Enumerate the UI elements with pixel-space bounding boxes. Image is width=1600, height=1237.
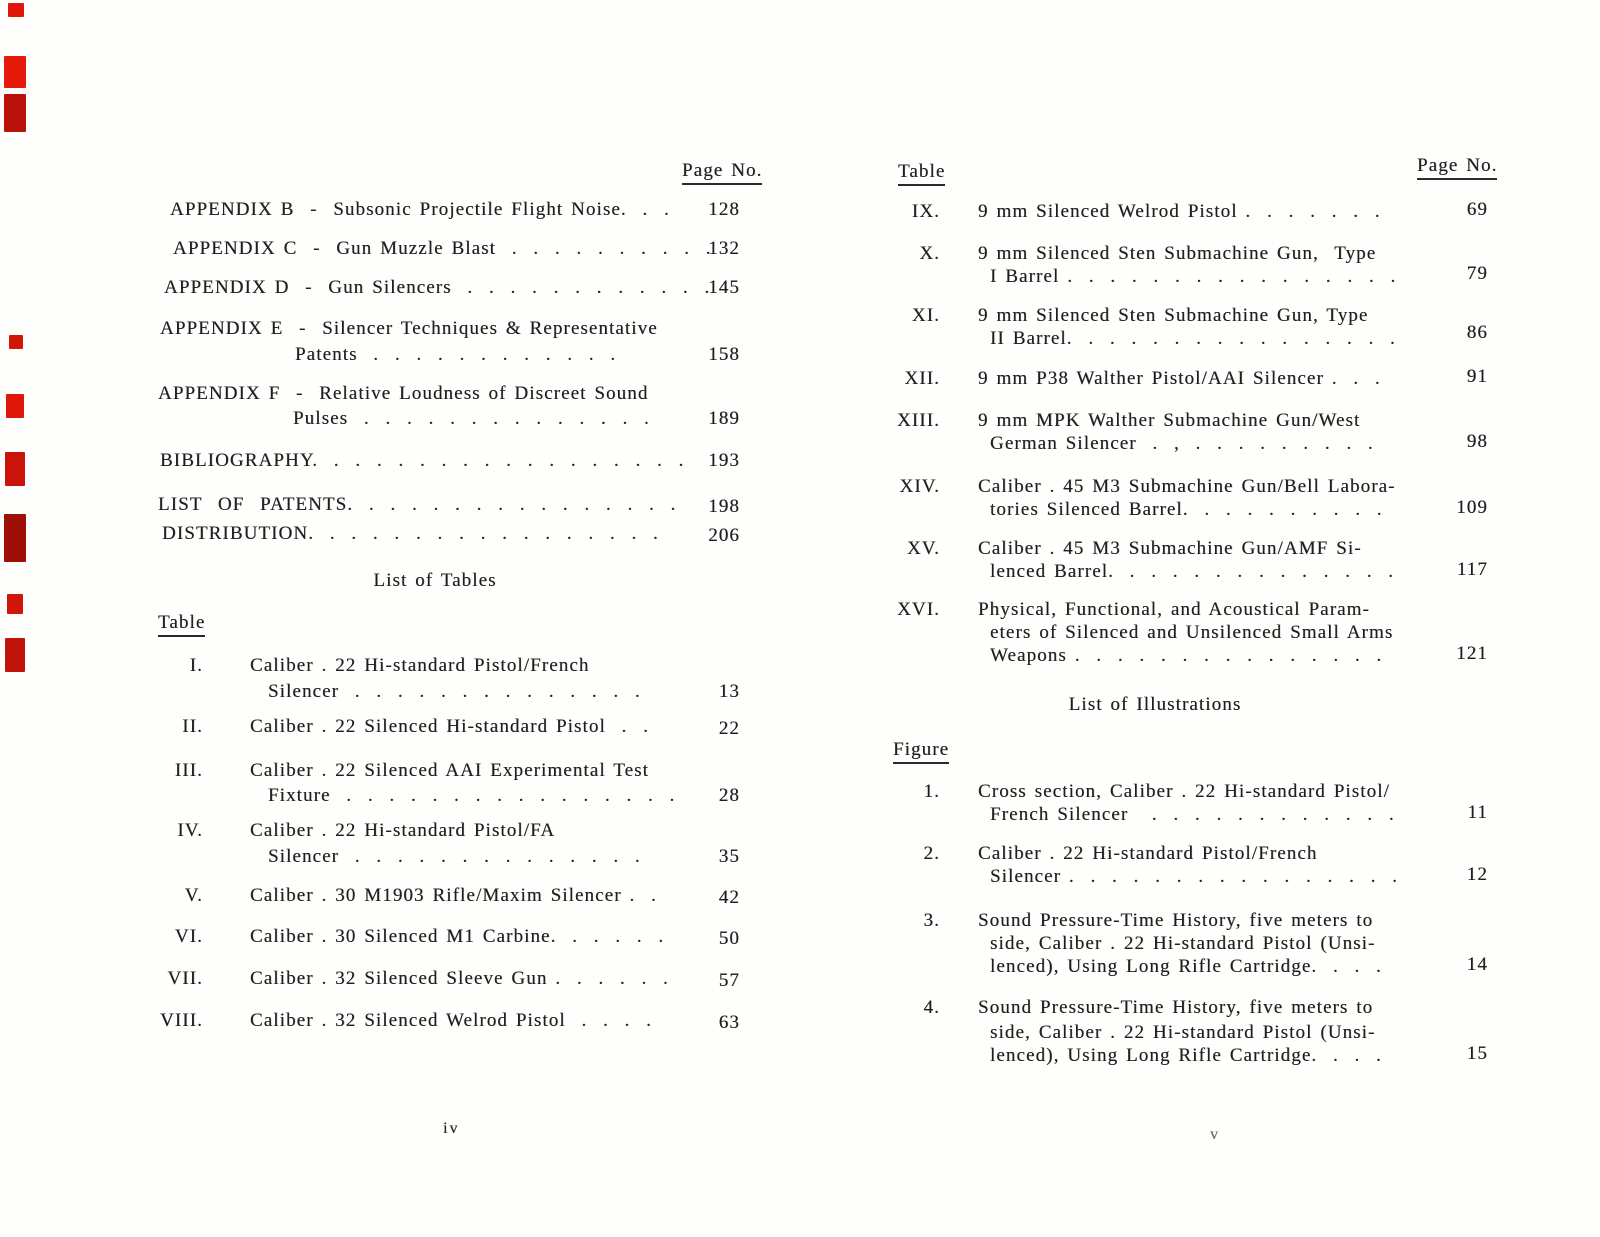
table-label: Table	[898, 161, 945, 186]
page-number: 79	[1466, 263, 1488, 284]
figure-column-header	[893, 739, 949, 761]
figure-number: 2.	[923, 843, 940, 864]
page-number: 57	[718, 970, 740, 991]
page-number: 28	[718, 785, 740, 806]
table-number: VIII.	[160, 1010, 203, 1031]
table-entry-line: I Barrel . . . . . . . . . . . . . . . .	[990, 266, 1397, 287]
table-column-header-left	[158, 612, 205, 634]
page-number: 14	[1466, 954, 1488, 975]
figure-number: 4.	[923, 997, 940, 1018]
toc-entry-appendix-f-line2: Pulses . . . . . . . . . . . . . .	[293, 408, 650, 429]
table-column-header-right	[898, 161, 945, 183]
figure-entry-line: Silencer . . . . . . . . . . . . . . . .	[990, 866, 1399, 887]
table-number: VI.	[174, 926, 203, 947]
page-number: 132	[708, 238, 740, 259]
page-number: 158	[708, 344, 740, 365]
figure-entry-line: Caliber . 22 Hi-standard Pistol/French	[978, 843, 1318, 864]
page-number: 206	[708, 525, 740, 546]
table-number: V.	[184, 885, 203, 906]
toc-entry-distribution: DISTRIBUTION. . . . . . . . . . . . . . . . .	[162, 523, 659, 544]
page-number: 91	[1466, 366, 1488, 387]
list-of-illustrations-title: List of Illustrations	[1068, 694, 1242, 715]
table-number: XIV.	[899, 476, 940, 497]
scan-edge-mark	[8, 3, 24, 17]
table-entry-line: lenced Barrel. . . . . . . . . . . . . .	[990, 561, 1395, 582]
page-number: 35	[718, 846, 740, 867]
toc-entry-appendix-f: APPENDIX F - Relative Loudness of Discreet Sound	[158, 383, 649, 404]
figure-entry-line: lenced), Using Long Rifle Cartridge. . . .	[990, 956, 1382, 977]
page-number: 193	[708, 450, 740, 471]
page-number: 86	[1466, 322, 1488, 343]
scan-edge-mark	[7, 594, 23, 614]
scan-edge-mark	[5, 638, 25, 672]
table-entry-line: tories Silenced Barrel. . . . . . . . . .	[990, 499, 1383, 520]
table-entry-line: Caliber . 32 Silenced Welrod Pistol . . . .	[250, 1010, 652, 1031]
table-entry-line: Caliber . 32 Silenced Sleeve Gun . . . . . .	[250, 968, 669, 989]
table-number: I.	[189, 655, 203, 676]
table-entry-line: Caliber . 22 Silenced AAI Experimental Test	[250, 760, 650, 781]
table-number: X.	[919, 243, 940, 264]
table-entry-line: Caliber . 22 Hi-standard Pistol/French	[250, 655, 590, 676]
scan-edge-mark	[4, 514, 26, 562]
page-number: 69	[1466, 199, 1488, 220]
table-entry-line: Silencer . . . . . . . . . . . . . .	[268, 846, 641, 867]
toc-entry-appendix-b: APPENDIX B - Subsonic Projectile Flight Noise. . .	[170, 199, 670, 220]
table-entry-line: 9 mm Silenced Welrod Pistol . . . . . . .	[978, 201, 1381, 222]
page-number: 198	[708, 496, 740, 517]
page-number: 12	[1466, 864, 1488, 885]
page-number: 145	[708, 277, 740, 298]
figure-entry-line: French Silencer . . . . . . . . . . . .	[990, 804, 1395, 825]
figure-entry-line: lenced), Using Long Rifle Cartridge. . . .	[990, 1045, 1382, 1066]
page-number: 13	[718, 681, 740, 702]
table-entry-line: eters of Silenced and Unsilenced Small Arms	[990, 622, 1394, 643]
figure-entry-line: Sound Pressure-Time History, five meters to	[978, 910, 1374, 931]
toc-entry-appendix-e: APPENDIX E - Silencer Techniques & Representative	[160, 318, 658, 339]
page-number: 15	[1466, 1043, 1488, 1064]
page-number: 189	[708, 408, 740, 429]
figure-entry-line: side, Caliber . 22 Hi-standard Pistol (Unsi-	[990, 1022, 1376, 1043]
page-number: 63	[718, 1012, 740, 1033]
scan-edge-mark	[4, 56, 26, 88]
left-page-no-header	[682, 160, 762, 182]
page-number: 121	[1456, 643, 1488, 664]
table-label: Table	[158, 612, 205, 637]
page-number: 50	[718, 928, 740, 949]
scan-edge-mark	[9, 335, 23, 349]
figure-entry-line: side, Caliber . 22 Hi-standard Pistol (Unsi-	[990, 933, 1376, 954]
page-no-label: Page No.	[1417, 155, 1497, 180]
table-number: XI.	[911, 305, 940, 326]
page-no-label: Page No.	[682, 160, 762, 185]
figure-entry-line: Sound Pressure-Time History, five meters to	[978, 997, 1374, 1018]
table-entry-line: Caliber . 30 M1903 Rifle/Maxim Silencer . .	[250, 885, 657, 906]
table-number: XV.	[906, 538, 940, 559]
right-page-no-header	[1417, 155, 1497, 177]
table-entry-line: Fixture . . . . . . . . . . . . . . . .	[268, 785, 676, 806]
page-number: 98	[1466, 431, 1488, 452]
table-number: VII.	[167, 968, 203, 989]
figure-label: Figure	[893, 739, 949, 764]
table-number: IV.	[177, 820, 203, 841]
page-number: 11	[1467, 802, 1488, 823]
scan-edge-mark	[5, 452, 25, 486]
table-entry-line: Weapons . . . . . . . . . . . . . . .	[990, 645, 1383, 666]
figure-entry-line: Cross section, Caliber . 22 Hi-standard Pistol/	[978, 781, 1390, 802]
table-entry-line: II Barrel. . . . . . . . . . . . . . . .	[990, 328, 1396, 349]
table-entry-line: Caliber . 30 Silenced M1 Carbine. . . . . .	[250, 926, 665, 947]
table-entry-line: Caliber . 45 M3 Submachine Gun/Bell Labora-	[978, 476, 1396, 497]
page-number: 22	[718, 718, 740, 739]
figure-number: 1.	[923, 781, 940, 802]
scan-edge-mark	[4, 94, 26, 132]
scan-edge-mark	[6, 394, 24, 418]
table-entry-line: 9 mm P38 Walther Pistol/AAI Silencer . . .	[978, 368, 1381, 389]
toc-entry-appendix-c: APPENDIX C - Gun Muzzle Blast . . . . . . . . . .	[173, 238, 712, 259]
page-number: 42	[718, 887, 740, 908]
toc-entry-appendix-e-line2: Patents . . . . . . . . . . . .	[295, 344, 617, 365]
table-number: XII.	[904, 368, 940, 389]
toc-entry-appendix-d: APPENDIX D - Gun Silencers . . . . . . . . . . . .	[164, 277, 711, 298]
toc-entry-list-of-patents: LIST OF PATENTS. . . . . . . . . . . . . . . .	[158, 494, 677, 515]
table-entry-line: 9 mm Silenced Sten Submachine Gun, Type	[978, 305, 1369, 326]
table-entry-line: 9 mm Silenced Sten Submachine Gun, Type	[978, 243, 1377, 264]
table-entry-line: Caliber . 45 M3 Submachine Gun/AMF Si-	[978, 538, 1362, 559]
table-number: IX.	[911, 201, 940, 222]
table-number: XIII.	[897, 410, 940, 431]
page-number: 128	[708, 199, 740, 220]
page-number: 117	[1456, 559, 1488, 580]
table-entry-line: 9 mm MPK Walther Submachine Gun/West	[978, 410, 1361, 431]
figure-number: 3.	[923, 910, 940, 931]
page-number: 109	[1456, 497, 1488, 518]
right-folio: v	[1210, 1126, 1220, 1143]
table-entry-line: Caliber . 22 Hi-standard Pistol/FA	[250, 820, 556, 841]
list-of-tables-title: List of Tables	[373, 570, 497, 591]
table-entry-line: Physical, Functional, and Acoustical Param-	[978, 599, 1370, 620]
table-entry-line: Silencer . . . . . . . . . . . . . .	[268, 681, 641, 702]
table-number: II.	[182, 716, 203, 737]
table-number: III.	[174, 760, 203, 781]
table-entry-line: German Silencer . , . . . . . . . . .	[990, 433, 1374, 454]
toc-entry-bibliography: BIBLIOGRAPHY. . . . . . . . . . . . . . . . . .	[160, 450, 685, 471]
table-number: XVI.	[897, 599, 940, 620]
table-entry-line: Caliber . 22 Silenced Hi-standard Pistol . .	[250, 716, 649, 737]
left-folio: iv	[443, 1120, 460, 1137]
